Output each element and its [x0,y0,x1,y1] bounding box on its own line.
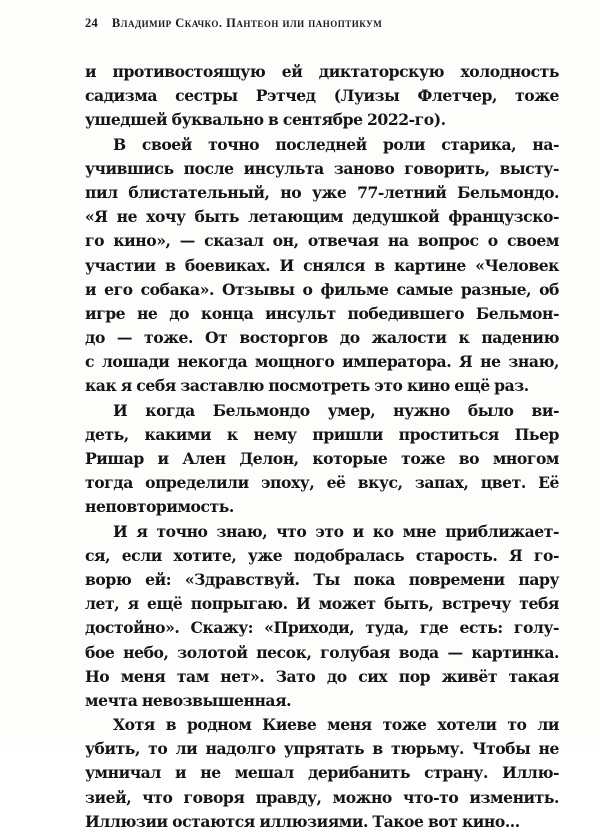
page-number: 24 [85,16,98,30]
text-line: как я себя заставлю посмотреть это кино ещё раз. [85,376,529,396]
text-line: И когда Бельмондо умер, нужно было ви- [113,400,559,420]
text-line: И я точно знаю, что это и ко мне приближает- [113,521,559,541]
text-line: садизма сестры Рэтчед (Луизы Флетчер, тоже [85,86,559,106]
text-line: достойно». Скажу: «Приходи, туда, где есть: голу- [85,618,559,638]
text-line: бое небо, золотой песок, голубая вода — картинка. [85,642,559,662]
running-title: Владимир Скачко. Пантеон или паноптикум [111,16,383,30]
text-line: Но меня там нет». Зато до сих пор живёт такая [85,666,559,686]
text-line: Иллюзии остаются иллюзиями. Такое вот кино... [85,811,520,831]
text-line: В своей точно последней роли старика, на- [113,134,559,154]
text-line: лет, я ещё попрыгаю. И может быть, встречу тебя [85,594,559,614]
body-text [85,60,559,834]
paragraph [85,60,559,133]
text-line: и противостоящую ей диктаторскую холодность [85,62,559,81]
text-line: го кино», — сказал он, отвечая на вопрос о своем [85,231,559,251]
text-line: убить, то ли надолго упрятать в тюрьму. Чтобы не [85,739,559,759]
text-line: тогда определили эпоху, её вкус, запах, цвет. Её [85,473,559,493]
text-line: учившись после инсульта заново говорить, высту- [85,158,559,178]
text-line: умничал и не мешал дерибанить страну. Иллю- [85,763,559,783]
paragraph [85,713,559,834]
paragraph [85,133,559,399]
text-line: до — тоже. От восторгов до жалости к падению [85,328,559,348]
text-line: мечта невозвышенная. [85,690,292,710]
text-line: ся, если хотите, уже подобралась старость. Я го- [85,545,559,565]
text-line: с лошади некогда мощного императора. Я не знаю, [85,352,559,372]
text-line: участии в боевиках. И снялся в картине «Человек [85,255,559,275]
text-line: неповторимость. [85,497,234,517]
text-line: пил блистательный, но уже 77-летний Бельмондо. [85,182,559,202]
text-line: ушедшей буквально в сентябре 2022-го). [85,110,446,130]
text-line: Хотя в родном Киеве меня тоже хотели то ли [113,715,559,735]
paragraph [85,399,559,520]
running-head [85,16,555,36]
text-line: и его собака». Отзывы о фильме самые разные, об [85,279,559,299]
text-line: ворю ей: «Здравствуй. Ты пока повремени пару [85,569,559,589]
text-line: деть, какими к нему пришли проститься Пьер [85,424,559,444]
text-line: Ришар и Ален Делон, которые тоже во многом [85,449,559,468]
text-line: игре не до конца инсульт победившего Бельмон- [85,303,559,323]
text-line: «Я не хочу быть летающим дедушкой французско- [85,207,559,227]
paragraph [85,520,559,714]
text-line: зией, что говоря правду, можно что-то изменить. [85,787,559,807]
